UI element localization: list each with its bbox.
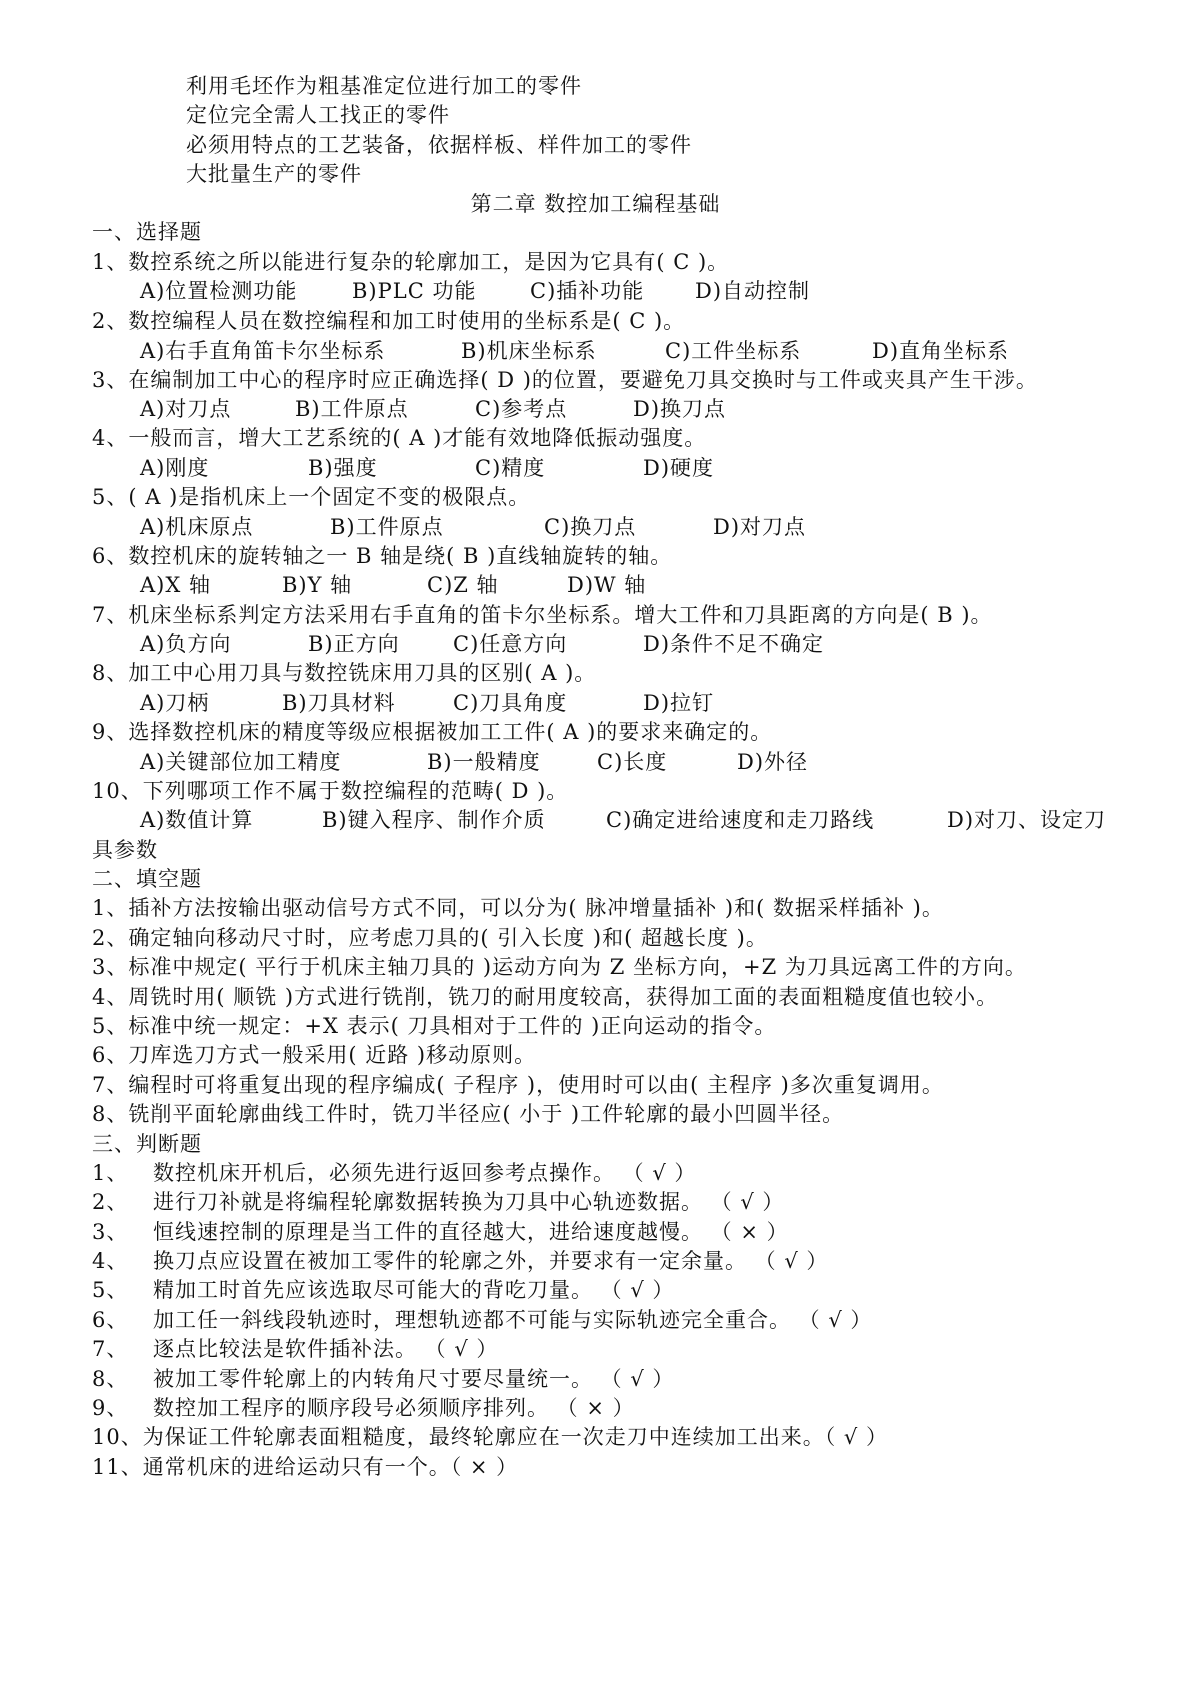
fill-item: 5、标准中统一规定：+X 表示( 刀具相对于工件的 )正向运动的指令。 xyxy=(92,1014,777,1038)
fill-item: 6、刀库选刀方式一般采用( 近路 )移动原则。 xyxy=(92,1043,537,1067)
judge-text: 进行刀补就是将编程轮廓数据转换为刀具中心轨迹数据。 （ √ ） xyxy=(153,1190,785,1214)
judge-item xyxy=(0,1393,1191,1423)
option: D)拉钉 xyxy=(643,691,715,715)
option: B)机床坐标系 xyxy=(461,339,597,363)
question: 9、选择数控机床的精度等级应根据被加工工件( A )的要求来确定的。 xyxy=(92,720,773,744)
judge-text: 逐点比较法是软件插补法。 （ √ ） xyxy=(153,1337,499,1361)
option: B)工件原点 xyxy=(295,397,409,421)
judge-item xyxy=(0,1217,1191,1247)
option: A)刀柄 xyxy=(140,691,210,715)
option: A)负方向 xyxy=(140,632,232,656)
judge-number: 7、 xyxy=(92,1337,129,1361)
options-row xyxy=(140,747,1140,777)
judge-item xyxy=(0,1364,1191,1394)
judge-item xyxy=(0,1275,1191,1305)
judge-number: 8、 xyxy=(92,1367,129,1391)
judge-number: 6、 xyxy=(92,1308,129,1332)
option: C)参考点 xyxy=(475,397,568,421)
option: A)X 轴 xyxy=(140,573,211,597)
section-heading: 一、选择题 xyxy=(92,220,202,244)
option: D)对刀、设定刀 xyxy=(947,808,1107,832)
section-heading: 三、判断题 xyxy=(92,1132,202,1156)
option: C)长度 xyxy=(597,750,668,774)
option: D)硬度 xyxy=(643,456,715,480)
judge-text: 数控加工程序的顺序段号必须顺序排列。 （ × ） xyxy=(153,1396,635,1420)
option: D)换刀点 xyxy=(633,397,727,421)
options-row xyxy=(140,805,1140,835)
option: C)确定进给速度和走刀路线 xyxy=(606,808,875,832)
judge-item xyxy=(0,1334,1191,1364)
option: A)位置检测功能 xyxy=(140,279,298,303)
option: A)刚度 xyxy=(140,456,210,480)
options-row xyxy=(140,276,1140,306)
question-continuation: 具参数 xyxy=(92,838,158,862)
fill-item: 4、周铣时用( 顺铣 )方式进行铣削，铣刀的耐用度较高，获得加工面的表面粗糙度值也较小。 xyxy=(92,985,999,1009)
option: C)工件坐标系 xyxy=(665,339,802,363)
judge-text: 数控机床开机后，必须先进行返回参考点操作。 （ √ ） xyxy=(153,1161,697,1185)
chapter-title: 第二章 数控加工编程基础 xyxy=(470,192,721,216)
option: B)键入程序、制作介质 xyxy=(322,808,546,832)
judge-text: 精加工时首先应该选取尽可能大的背吃刀量。 （ √ ） xyxy=(153,1278,675,1302)
question: 10、下列哪项工作不属于数控编程的范畴( D )。 xyxy=(92,779,569,803)
options-row xyxy=(140,512,1140,542)
options-row xyxy=(140,629,1140,659)
judge-text: 被加工零件轮廓上的内转角尺寸要尽量统一。 （ √ ） xyxy=(153,1367,675,1391)
option: C)刀具角度 xyxy=(453,691,568,715)
option: B)一般精度 xyxy=(427,750,541,774)
option: C)任意方向 xyxy=(453,632,568,656)
option: B)Y 轴 xyxy=(282,573,353,597)
question: 4、一般而言，增大工艺系统的( A )才能有效地降低振动强度。 xyxy=(92,426,707,450)
question: 7、机床坐标系判定方法采用右手直角的笛卡尔坐标系。增大工件和刀具距离的方向是( B )。 xyxy=(92,603,993,627)
options-row xyxy=(140,688,1140,718)
option: B)刀具材料 xyxy=(282,691,396,715)
option: B)正方向 xyxy=(308,632,400,656)
judge-number: 4、 xyxy=(92,1249,129,1273)
option: D)W 轴 xyxy=(567,573,647,597)
question: 2、数控编程人员在数控编程和加工时使用的坐标系是( C )。 xyxy=(92,309,686,333)
option: C)插补功能 xyxy=(530,279,645,303)
top-line: 必须用特点的工艺装备，依据样板、样件加工的零件 xyxy=(186,133,692,157)
fill-item: 8、铣削平面轮廓曲线工件时，铣刀半径应( 小于 )工件轮廓的最小凹圆半径。 xyxy=(92,1102,845,1126)
question: 5、( A )是指机床上一个固定不变的极限点。 xyxy=(92,485,531,509)
judge-item xyxy=(0,1246,1191,1276)
option: B)PLC 功能 xyxy=(352,279,477,303)
option: B)强度 xyxy=(308,456,378,480)
option: D)自动控制 xyxy=(695,279,811,303)
judge-number: 5、 xyxy=(92,1278,129,1302)
judge-text: 加工任一斜线段轨迹时，理想轨迹都不可能与实际轨迹完全重合。 （ √ ） xyxy=(153,1308,873,1332)
option: C)Z 轴 xyxy=(427,573,499,597)
question: 1、数控系统之所以能进行复杂的轮廓加工，是因为它具有( C )。 xyxy=(92,250,730,274)
judge-number: 3、 xyxy=(92,1220,129,1244)
option: A)机床原点 xyxy=(140,515,254,539)
judge-number: 1、 xyxy=(92,1161,129,1185)
options-row xyxy=(140,570,1140,600)
question: 6、数控机床的旋转轴之一 B 轴是绕( B )直线轴旋转的轴。 xyxy=(92,544,673,568)
top-line: 大批量生产的零件 xyxy=(186,162,362,186)
option: D)直角坐标系 xyxy=(872,339,1010,363)
option: B)工件原点 xyxy=(330,515,444,539)
judge-item: 11、通常机床的进给运动只有一个。（ × ） xyxy=(92,1455,519,1479)
judge-number: 2、 xyxy=(92,1190,129,1214)
section-heading: 二、填空题 xyxy=(92,867,202,891)
question: 8、加工中心用刀具与数控铣床用刀具的区别( A )。 xyxy=(92,661,597,685)
top-line: 定位完全需人工找正的零件 xyxy=(186,103,450,127)
option: A)右手直角笛卡尔坐标系 xyxy=(140,339,386,363)
option: A)对刀点 xyxy=(140,397,232,421)
fill-item: 1、插补方法按输出驱动信号方式不同，可以分为( 脉冲增量插补 )和( 数据采样插补 )。 xyxy=(92,896,944,920)
options-row xyxy=(140,394,1140,424)
judge-item xyxy=(0,1187,1191,1217)
option: C)换刀点 xyxy=(544,515,637,539)
judge-item xyxy=(0,1158,1191,1188)
options-row xyxy=(140,453,1140,483)
option: A)数值计算 xyxy=(140,808,254,832)
option: C)精度 xyxy=(475,456,546,480)
top-line: 利用毛坯作为粗基准定位进行加工的零件 xyxy=(186,74,582,98)
fill-item: 3、标准中规定( 平行于机床主轴刀具的 )运动方向为 Z 坐标方向，+Z 为刀具远离工件的方向。 xyxy=(92,955,1027,979)
option: A)关键部位加工精度 xyxy=(140,750,342,774)
judge-item xyxy=(0,1305,1191,1335)
option: D)外径 xyxy=(737,750,809,774)
judge-text: 恒线速控制的原理是当工件的直径越大，进给速度越慢。 （ × ） xyxy=(153,1220,789,1244)
option: D)条件不足不确定 xyxy=(643,632,825,656)
fill-item: 2、确定轴向移动尺寸时，应考虑刀具的( 引入长度 )和( 超越长度 )。 xyxy=(92,926,768,950)
option: D)对刀点 xyxy=(713,515,807,539)
judge-number: 9、 xyxy=(92,1396,129,1420)
fill-item: 7、编程时可将重复出现的程序编成( 子程序 )，使用时可以由( 主程序 )多次重复调用。 xyxy=(92,1073,944,1097)
options-row xyxy=(140,336,1140,366)
judge-item: 10、为保证工件轮廓表面粗糙度，最终轮廓应在一次走刀中连续加工出来。（ √ ） xyxy=(92,1425,888,1449)
judge-text: 换刀点应设置在被加工零件的轮廓之外，并要求有一定余量。 （ √ ） xyxy=(153,1249,829,1273)
question: 3、在编制加工中心的程序时应正确选择( D )的位置，要避免刀具交换时与工件或夹具产生干涉。 xyxy=(92,368,1038,392)
